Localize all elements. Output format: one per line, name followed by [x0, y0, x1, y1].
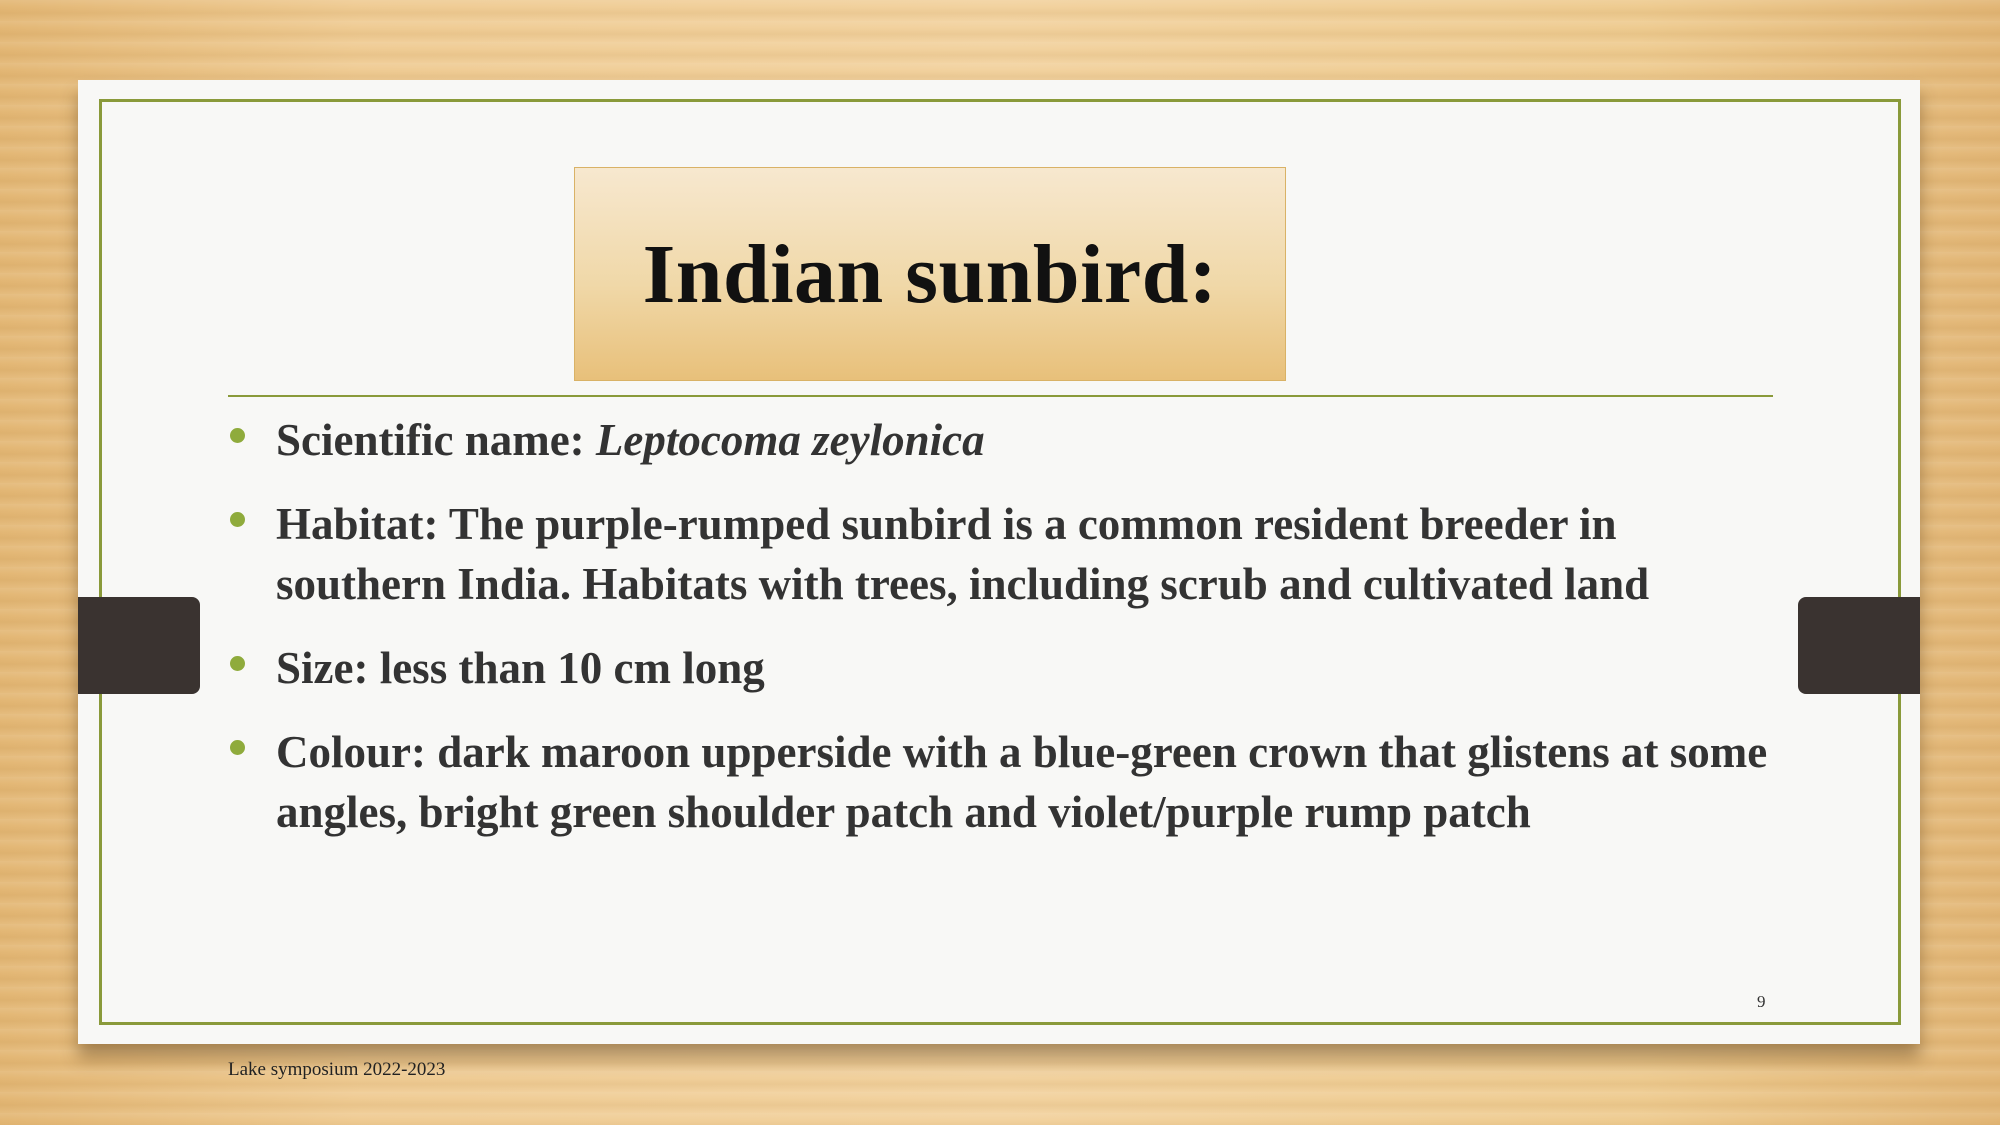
slide-title: Indian sunbird: [642, 227, 1218, 321]
bullet-list [228, 410, 1788, 866]
scientific-name: Leptocoma zeylonica [595, 415, 985, 465]
bullet-item [228, 638, 1788, 698]
bullet-text: Habitat: The purple-rumped sunbird is a common resident breeder in southern India. Habitats with trees, including scrub and cultivated land [276, 499, 1650, 609]
bullet-dot-icon [230, 656, 245, 671]
bullet-label: Scientific name: [276, 415, 596, 465]
title-divider [228, 395, 1773, 397]
bullet-item [228, 494, 1788, 614]
bullet-item [228, 410, 1788, 470]
bullet-dot-icon [230, 428, 245, 443]
bullet-text: Size: less than 10 cm long [276, 643, 765, 693]
title-box [574, 167, 1286, 381]
page-number: 9 [1757, 992, 1766, 1011]
footer-text: Lake symposium 2022-2023 [228, 1059, 446, 1080]
binder-clip-left [78, 597, 200, 694]
bullet-dot-icon [230, 740, 245, 755]
bullet-text: Colour: dark maroon upperside with a blue-green crown that glistens at some angles, bright green shoulder patch and violet/purple rump patch [276, 727, 1768, 837]
binder-clip-right [1798, 597, 1920, 694]
bullet-item [228, 722, 1788, 842]
bullet-dot-icon [230, 512, 245, 527]
